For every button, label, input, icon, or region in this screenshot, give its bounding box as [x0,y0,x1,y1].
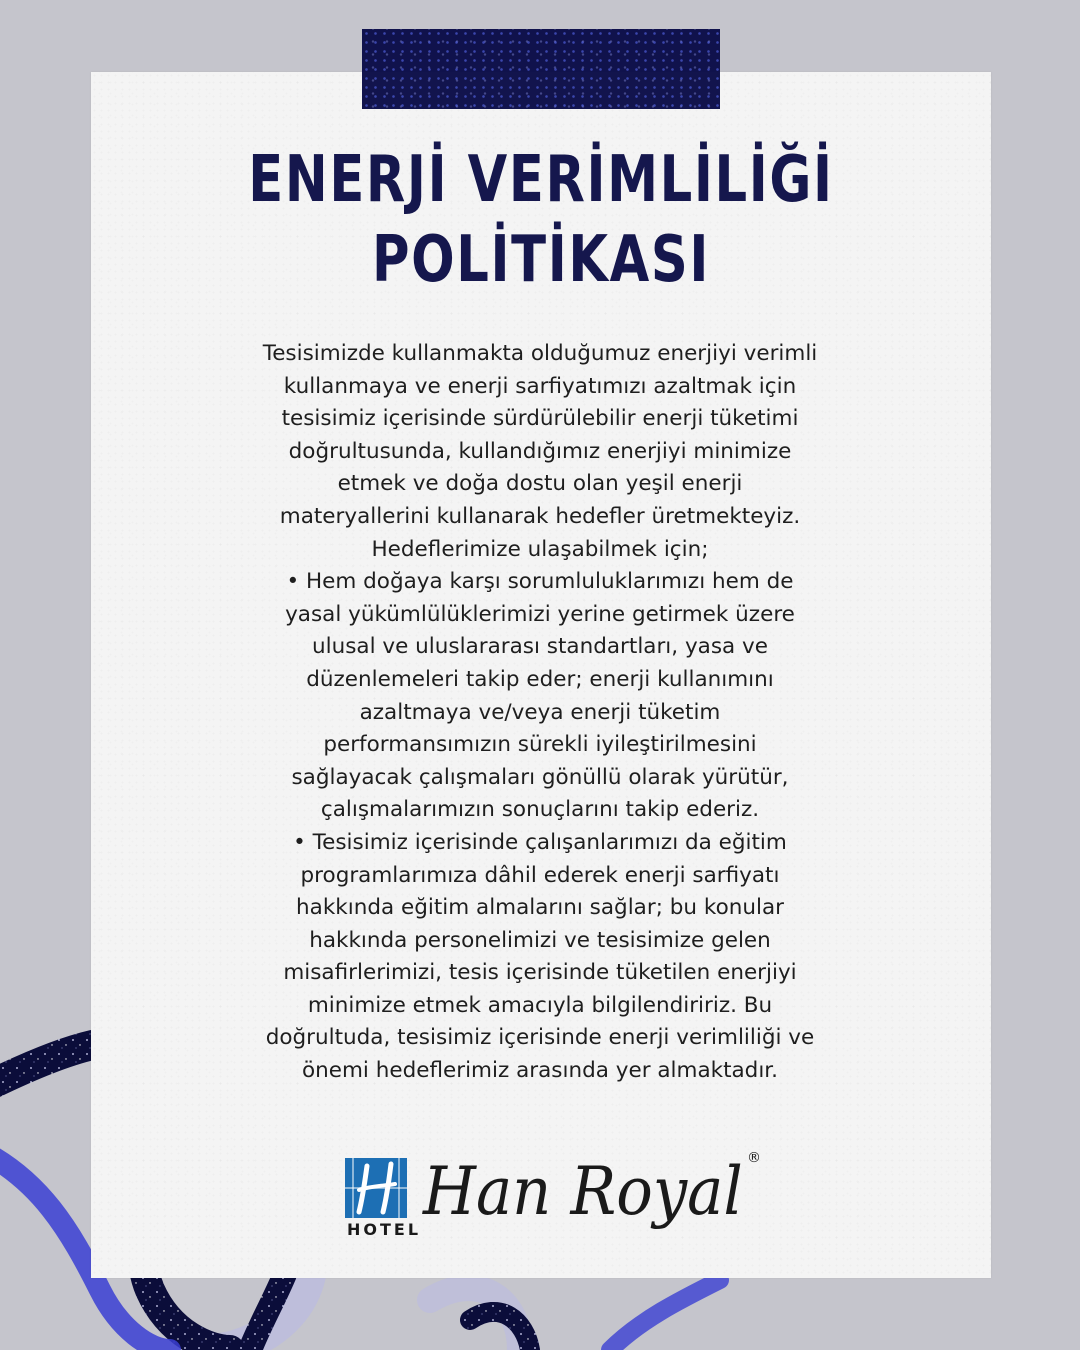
body-line: sağlayacak çalışmaları gönüllü olarak yürütür, [291,764,789,790]
body-line: tesisimiz içerisinde sürdürülebilir enerji tüketimi [281,406,799,432]
body-line: yasal yükümlülüklerimizi yerine getirmek üzere [285,601,795,627]
tape-strip [362,29,720,109]
registered-mark: ® [747,1150,761,1166]
body-line: hakkında personelimizi ve tesisimize gelen [309,927,771,953]
title-line-1: ENERJİ VERİMLİLİĞİ [248,143,834,217]
body-line: düzenlemeleri takip eder; enerji kullanımını [306,666,774,692]
body-line: önemi hedeflerimiz arasında yer almaktadır. [301,1058,779,1084]
body-line: ulusal ve uluslararası standartları, yasa ve [311,634,769,660]
logo-subtitle: HOTEL [347,1220,422,1239]
hotel-logo [345,1150,765,1245]
body-line: minimize etmek amacıyla bilgilendiririz. Bu [307,992,773,1018]
body-line: • Tesisimiz içerisinde çalışanlarımızı da eğitim [293,829,787,855]
body-line: performansımızın sürekli iyileştirilmesini [323,732,757,758]
body-line: doğrultuda, tesisimiz içerisinde enerji verimliliği ve [265,1025,815,1051]
body-line: • Hem doğaya karşı sorumluluklarımızı hem de [286,569,794,595]
body-line: kullanmaya ve enerji sarfiyatımızı azaltmak için [283,373,797,399]
logo-wordmark: Han Royal [423,1153,743,1230]
body-line: programlarımıza dâhil ederek enerji sarfiyatı [300,862,780,888]
policy-body [190,338,890,1088]
hotel-h-logo-icon [345,1158,407,1218]
body-line: materyallerini kullanarak hedefler üretmekteyiz. [279,503,801,529]
body-line: etmek ve doğa dostu olan yeşil enerji [337,471,743,497]
body-line: Hedeflerimize ulaşabilmek için; [371,536,709,562]
body-line: doğrultusunda, kullandığımız enerjiyi minimize [288,438,792,464]
body-line: misafirlerimizi, tesis içerisinde tüketilen enerjiyi [283,960,797,986]
page-title [181,140,901,300]
title-line-2: POLİTİKASI [372,223,710,297]
body-line: Tesisimizde kullanmakta olduğumuz enerjiyi verimli [262,341,818,366]
body-line: çalışmalarımızın sonuçlarını takip ederiz. [320,797,760,823]
body-line: hakkında eğitim almalarını sağlar; bu konular [296,895,784,921]
body-line: azaltmaya ve/veya enerji tüketim [359,699,721,725]
